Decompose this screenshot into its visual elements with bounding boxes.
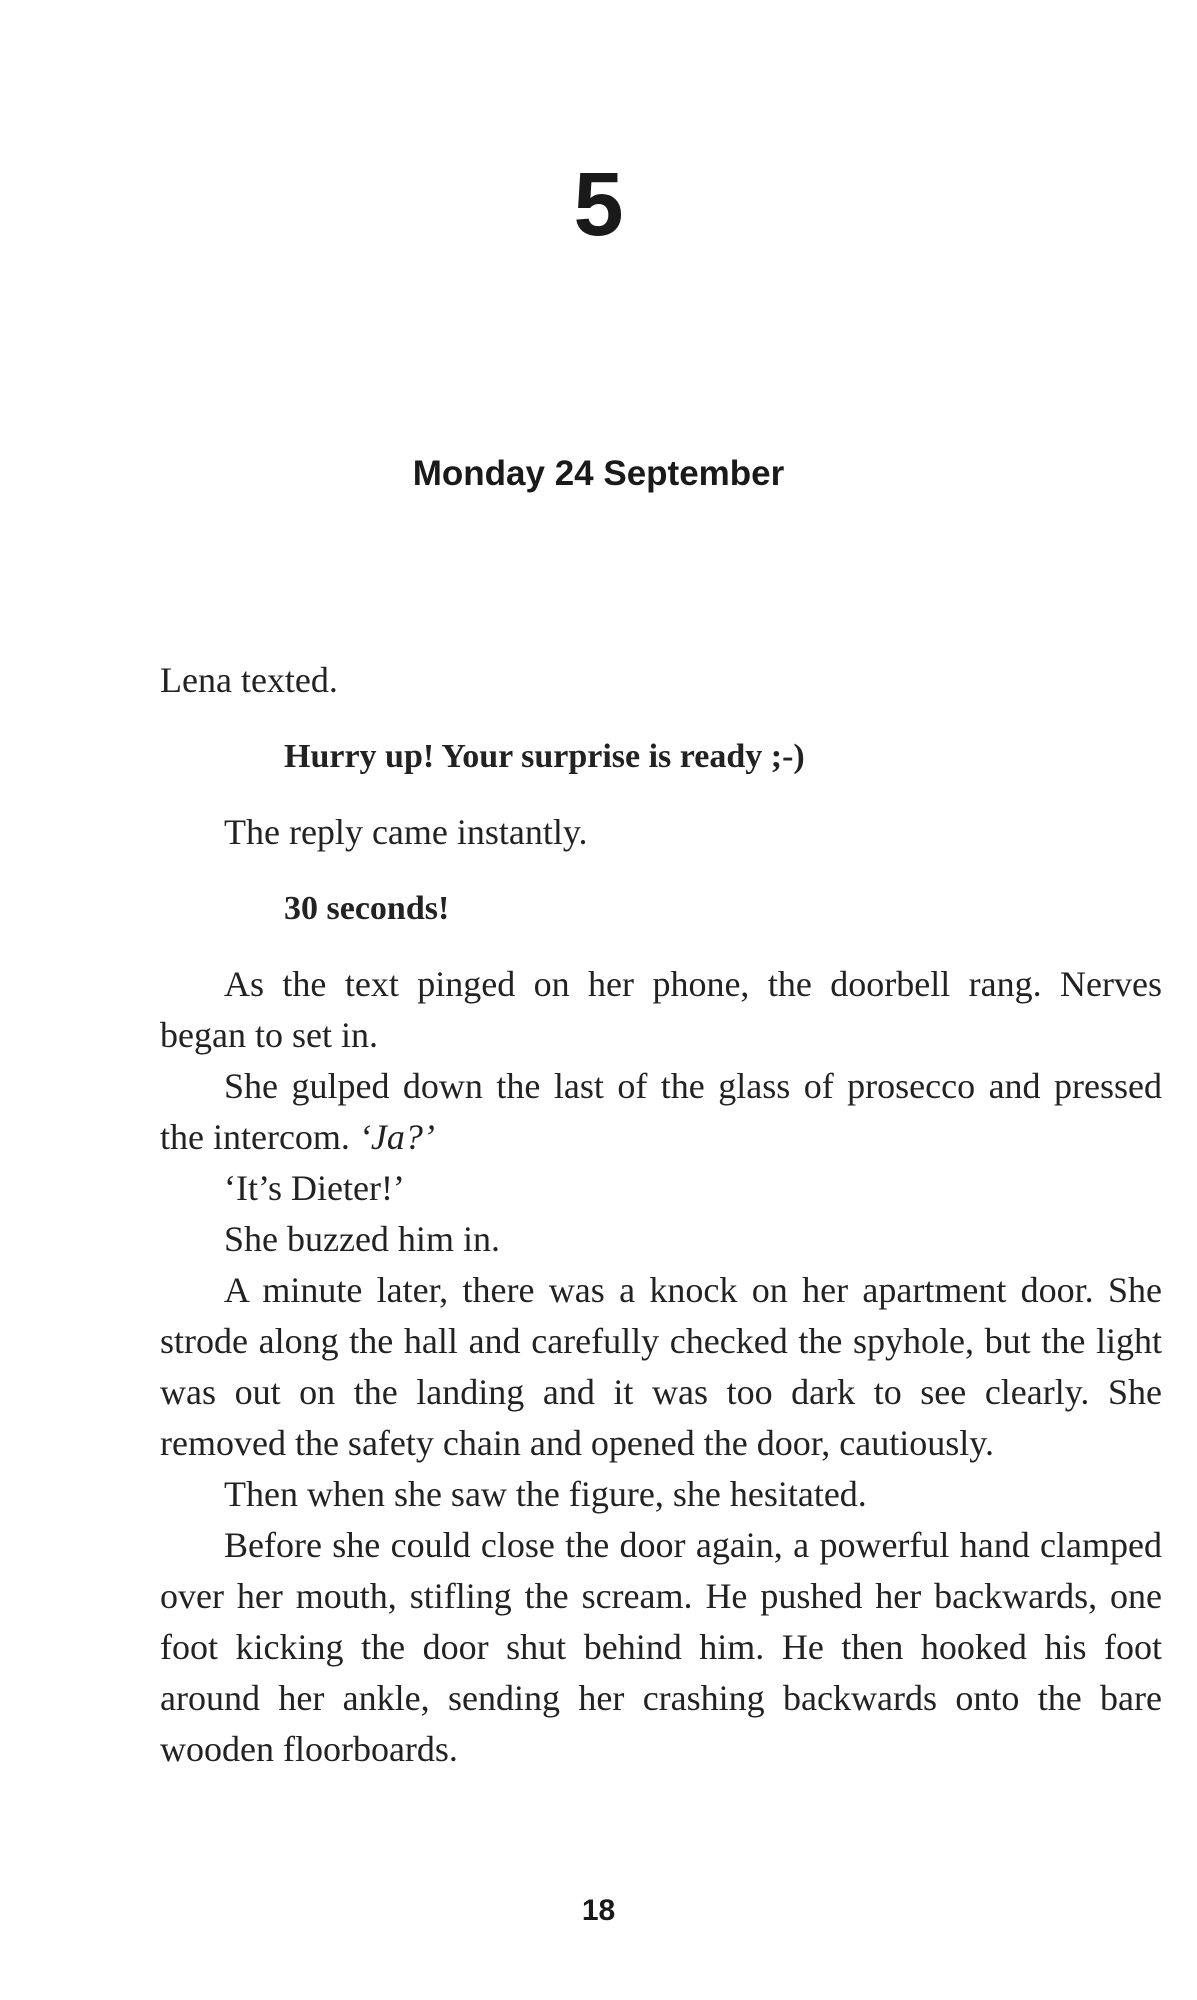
paragraph: Then when she saw the figure, she hesitated. bbox=[224, 1474, 867, 1514]
paragraph: As the text pinged on her phone, the doorbell rang. Nerves began to set in. bbox=[160, 964, 1162, 1055]
text-message: Hurry up! Your surprise is ready ;-) bbox=[284, 738, 805, 775]
body-text bbox=[160, 655, 1162, 1775]
chapter-number: 5 bbox=[573, 155, 624, 255]
paragraph: ‘It’s Dieter!’ bbox=[224, 1168, 405, 1208]
paragraph: Lena texted. bbox=[160, 660, 338, 700]
paragraph: She buzzed him in. bbox=[224, 1219, 500, 1259]
paragraph: A minute later, there was a knock on her apartment door. She strode along the hall and carefully checked the spyhole, but the light was out on the landing and it was too dark to see clearly. She removed the safety chain and opened the door, cautiously. bbox=[160, 1270, 1162, 1463]
page-number: 18 bbox=[581, 1894, 616, 1927]
italic-quote: ‘Ja?’ bbox=[358, 1117, 435, 1157]
paragraph bbox=[160, 1061, 1162, 1163]
paragraph: The reply came instantly. bbox=[224, 812, 588, 852]
paragraph-text: She gulped down the last of the glass of prosecco and pressed the intercom. bbox=[160, 1066, 1162, 1157]
chapter-date: Monday 24 September bbox=[412, 454, 785, 493]
text-message: 30 seconds! bbox=[284, 890, 450, 927]
paragraph: Before she could close the door again, a powerful hand clamped over her mouth, stifling the scream. He pushed her backwards, one foot kicking the door shut behind him. He then hooked his foot around her ankle, sending her crashing backwards onto the bare wooden floorboards. bbox=[160, 1525, 1162, 1769]
